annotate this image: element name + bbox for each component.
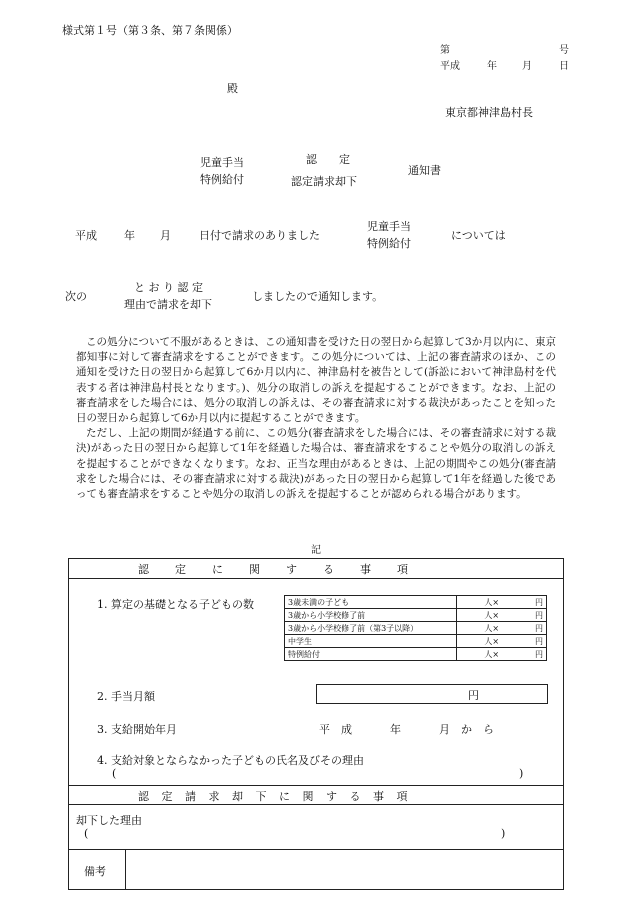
date-month: 月 <box>522 61 532 72</box>
date-era: 平成 <box>440 61 460 72</box>
children-row-unit[interactable]: 人× <box>457 635 527 648</box>
number-prefix: 第 <box>440 45 450 56</box>
number-suffix: 号 <box>559 45 569 56</box>
children-row-label: 3歳から小学校修了前 <box>285 609 457 622</box>
s1-opt1: 児童手当 <box>367 220 411 233</box>
children-row <box>285 596 547 609</box>
children-row-unit[interactable]: 人× <box>457 622 527 635</box>
monthly-amount-field[interactable] <box>316 684 548 704</box>
children-row-unit[interactable]: 人× <box>457 609 527 622</box>
ki-label: 記 <box>311 545 321 556</box>
children-row-unit[interactable]: 人× <box>457 596 527 609</box>
children-row <box>285 635 547 648</box>
children-row-label: 特例給付 <box>285 648 457 661</box>
children-row <box>285 622 547 635</box>
children-count-table <box>284 595 547 661</box>
title-option-tokurei: 特例給付 <box>200 173 244 186</box>
s1-era: 平成 <box>75 229 97 242</box>
item4-open-paren: ( <box>112 767 117 780</box>
column-divider <box>125 849 126 890</box>
notice-paragraph-1: この処分について不服があるときは、この通知書を受けた日の翌日から起算して3か月以内に、東京都知事に対して審査請求をすることができます。この処分については、上記の審査請求のほか、この通知を受けた日の翌日から起算して6か月以内に、神津島村を被告として(訴訟において神津島村を代表する者は神津島村長となります。)、処分の取消しの訴えを提起することができます。なお、上記の審査請求をした場合には、処分の取消しの訴えは、その審査請求に対する裁決があったことを知った日の翌日から起算して6か月以内に提起することができます。 <box>76 336 556 425</box>
section-kyakka-header: 認定請求却下に関する事項 <box>138 790 420 803</box>
s2-lead: 次の <box>65 290 87 303</box>
children-row-yen[interactable]: 円 <box>527 635 547 648</box>
addressee-suffix: 殿 <box>227 82 238 95</box>
title-option-kyakka: 認定請求却下 <box>291 175 357 188</box>
s1-month: 月 <box>160 229 171 242</box>
issuer: 東京都神津島村長 <box>445 106 533 119</box>
children-row-yen[interactable]: 円 <box>527 609 547 622</box>
remarks-label: 備考 <box>84 865 106 878</box>
s2-tail: しましたので通知します。 <box>252 290 384 303</box>
row-divider <box>68 785 564 786</box>
children-row-yen[interactable]: 円 <box>527 596 547 609</box>
title-option-jidou: 児童手当 <box>200 156 244 169</box>
row-divider <box>68 578 564 579</box>
children-row <box>285 648 547 661</box>
kyakka-close-paren: ) <box>501 827 506 840</box>
children-row-label: 3歳から小学校修了前（第3子以降） <box>285 622 457 635</box>
kyakka-reason-label: 却下した理由 <box>76 814 142 827</box>
title-suffix: 通知書 <box>408 164 441 177</box>
item4-label: 4. 支給対象とならなかった子どもの氏名及びその理由 <box>97 754 364 767</box>
date-year: 年 <box>487 61 497 72</box>
form-id: 様式第１号（第３条、第７条関係） <box>62 24 238 37</box>
children-row-unit[interactable]: 人× <box>457 648 527 661</box>
item3-label: 3. 支給開始年月 <box>97 723 177 736</box>
item3-month: 月 か ら <box>439 723 494 736</box>
s1-tail: については <box>451 229 506 242</box>
monthly-amount-unit: 円 <box>468 689 479 702</box>
title-option-nintei: 認 定 <box>306 153 350 166</box>
children-row-yen[interactable]: 円 <box>527 622 547 635</box>
children-row-yen[interactable]: 円 <box>527 648 547 661</box>
children-row <box>285 609 547 622</box>
s1-opt2: 特例給付 <box>367 237 411 250</box>
section-nintei-header: 認定に関する事項 <box>138 563 434 576</box>
children-row-label: 3歳未満の子ども <box>285 596 457 609</box>
s2-opt2: 理由で請求を却下 <box>124 298 212 311</box>
children-row-label: 中学生 <box>285 635 457 648</box>
s1-text: 日付で請求のありました <box>199 229 320 242</box>
date-day: 日 <box>559 61 569 72</box>
item3-year: 年 <box>390 723 401 736</box>
kyakka-open-paren: ( <box>84 827 89 840</box>
item1-label: 1. 算定の基礎となる子どもの数 <box>97 598 254 611</box>
item3-era: 平 成 <box>319 723 352 736</box>
notice-paragraph-2: ただし、上記の期間が経過する前に、この処分(審査請求をした場合には、その審査請求に対する裁決)があった日の翌日から起算して1年を経過した場合は、審査請求をすることや処分の取消しの訴えを提起することができなくなります。なお、正当な理由があるときは、上記の期間やこの処分(審査請求をした場合には、その審査請求に対する裁決)があった日の翌日から起算して1年を経過した後であっても審査請求をすることや処分の取消しの訴えを提起することが認められる場合があります。 <box>76 427 556 501</box>
row-divider <box>68 849 564 850</box>
item2-label: 2. 手当月額 <box>97 690 155 703</box>
notice-text <box>76 335 556 502</box>
s2-opt1: と お り 認 定 <box>134 281 203 294</box>
item4-close-paren: ) <box>519 767 524 780</box>
row-divider <box>68 804 564 805</box>
remarks-field[interactable] <box>127 851 562 888</box>
s1-year: 年 <box>124 229 135 242</box>
